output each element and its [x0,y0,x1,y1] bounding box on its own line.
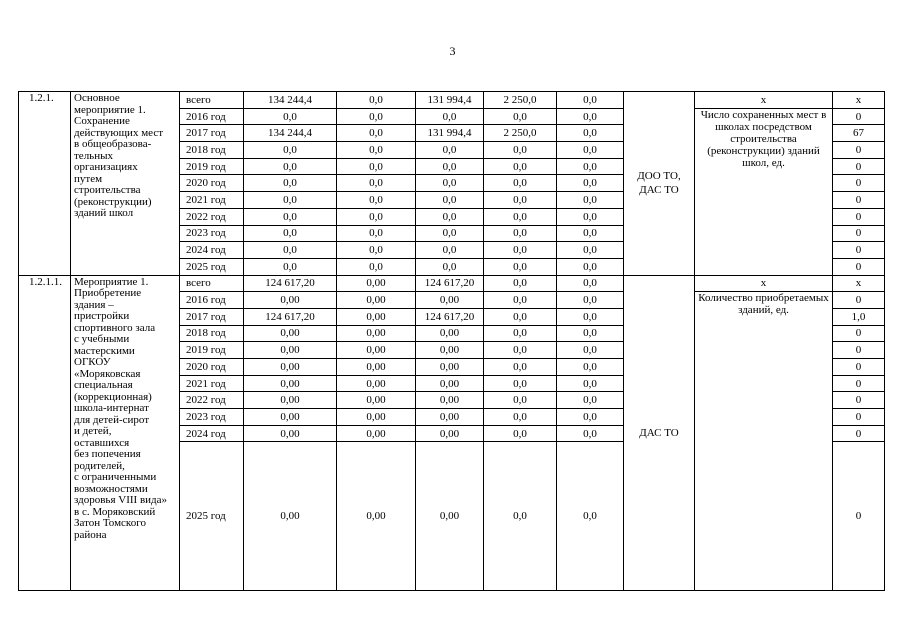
regional-amount: 0,00 [416,409,484,426]
local-amount: 2 250,0 [484,92,557,109]
total-amount: 0,00 [244,392,337,409]
indicator-value: 1,0 [833,308,885,325]
indicator-value: 0 [833,142,885,159]
regional-amount: 0,00 [416,359,484,376]
total-amount: 0,00 [244,425,337,442]
regional-amount: 0,00 [416,375,484,392]
indicator-value: 0 [833,192,885,209]
regional-amount: 0,0 [416,258,484,275]
indicator-name: Количество приобретаемых зданий, ед. [695,292,833,591]
indicator-value: 0 [833,359,885,376]
year-cell: всего [180,275,244,292]
year-cell: 2023 год [180,225,244,242]
federal-amount: 0,00 [337,292,416,309]
year-cell: 2024 год [180,242,244,259]
year-cell: 2021 год [180,375,244,392]
indicator-value: 0 [833,242,885,259]
total-amount: 124 617,20 [244,308,337,325]
year-cell: 2025 год [180,442,244,591]
year-cell: 2018 год [180,325,244,342]
other-amount: 0,0 [557,208,624,225]
regional-amount: 0,0 [416,175,484,192]
year-cell: 2024 год [180,425,244,442]
federal-amount: 0,0 [337,225,416,242]
federal-amount: 0,0 [337,258,416,275]
federal-amount: 0,00 [337,392,416,409]
page-number: 3 [449,44,456,58]
total-amount: 0,00 [244,292,337,309]
indicator-header: х [695,92,833,109]
local-amount: 0,0 [484,442,557,591]
other-amount: 0,0 [557,125,624,142]
local-amount: 0,0 [484,425,557,442]
total-amount: 0,0 [244,208,337,225]
federal-amount: 0,0 [337,125,416,142]
indicator-value: 0 [833,325,885,342]
federal-amount: 0,0 [337,175,416,192]
indicator-value: 0 [833,442,885,591]
other-amount: 0,0 [557,325,624,342]
indicator-value: 0 [833,342,885,359]
other-amount: 0,0 [557,308,624,325]
regional-amount: 0,00 [416,292,484,309]
other-amount: 0,0 [557,92,624,109]
year-cell: 2018 год [180,142,244,159]
total-amount: 0,0 [244,175,337,192]
indicator-value: 0 [833,158,885,175]
indicator-value: 67 [833,125,885,142]
local-amount: 0,0 [484,275,557,292]
total-amount: 124 617,20 [244,275,337,292]
other-amount: 0,0 [557,375,624,392]
local-amount: 0,0 [484,225,557,242]
total-amount: 0,00 [244,409,337,426]
local-amount: 0,0 [484,292,557,309]
local-amount: 2 250,0 [484,125,557,142]
regional-amount: 131 994,4 [416,92,484,109]
federal-amount: 0,0 [337,108,416,125]
other-amount: 0,0 [557,409,624,426]
federal-amount: 0,00 [337,442,416,591]
federal-amount: 0,00 [337,425,416,442]
total-amount: 134 244,4 [244,125,337,142]
year-cell: 2022 год [180,208,244,225]
year-cell: 2023 год [180,409,244,426]
federal-amount: 0,0 [337,142,416,159]
other-amount: 0,0 [557,442,624,591]
year-cell: 2017 год [180,125,244,142]
total-amount: 0,0 [244,108,337,125]
local-amount: 0,0 [484,208,557,225]
regional-amount: 0,0 [416,192,484,209]
activity-name: Основное мероприятие 1. Сохранение действующих мест в общеобразова- тельных организациях путем строительства (реконструкции) зданий школ [71,92,180,276]
other-amount: 0,0 [557,158,624,175]
regional-amount: 0,0 [416,158,484,175]
local-amount: 0,0 [484,192,557,209]
total-amount: 0,00 [244,359,337,376]
indicator-value: 0 [833,258,885,275]
indicator-value: х [833,275,885,292]
year-cell: 2021 год [180,192,244,209]
regional-amount: 0,0 [416,108,484,125]
year-cell: 2016 год [180,108,244,125]
regional-amount: 0,0 [416,142,484,159]
regional-amount: 124 617,20 [416,308,484,325]
local-amount: 0,0 [484,409,557,426]
table-row [19,275,885,292]
regional-amount: 124 617,20 [416,275,484,292]
regional-amount: 0,00 [416,442,484,591]
local-amount: 0,0 [484,108,557,125]
indicator-value: 0 [833,375,885,392]
year-cell: 2016 год [180,292,244,309]
local-amount: 0,0 [484,325,557,342]
federal-amount: 0,0 [337,242,416,259]
indicator-value: 0 [833,108,885,125]
other-amount: 0,0 [557,275,624,292]
total-amount: 0,00 [244,325,337,342]
federal-amount: 0,00 [337,275,416,292]
year-cell: 2019 год [180,342,244,359]
total-amount: 0,0 [244,242,337,259]
other-amount: 0,0 [557,342,624,359]
activity-code: 1.2.1. [19,92,71,276]
federal-amount: 0,00 [337,375,416,392]
regional-amount: 0,0 [416,242,484,259]
total-amount: 0,0 [244,142,337,159]
local-amount: 0,0 [484,375,557,392]
regional-amount: 0,00 [416,425,484,442]
other-amount: 0,0 [557,258,624,275]
regional-amount: 0,00 [416,325,484,342]
year-cell: 2020 год [180,175,244,192]
other-amount: 0,0 [557,192,624,209]
total-amount: 0,00 [244,375,337,392]
local-amount: 0,0 [484,342,557,359]
total-amount: 0,0 [244,258,337,275]
local-amount: 0,0 [484,258,557,275]
other-amount: 0,0 [557,359,624,376]
responsible-executor: ДОО ТО, ДАС ТО [624,92,695,276]
local-amount: 0,0 [484,142,557,159]
activity-name: Мероприятие 1. Приобретение здания – пристройки спортивного зала с учебными мастерскими ОГКОУ «Моряковская специальная (коррекционная) школа-интернат для детей-сирот и детей, оставшихся без попечения родителей, с ограниченными возможностями здоровья VIII вида» в с. Моряковский Затон Томского района [71,275,180,591]
regional-amount: 0,0 [416,225,484,242]
local-amount: 0,0 [484,242,557,259]
regional-amount: 0,00 [416,342,484,359]
indicator-value: 0 [833,175,885,192]
indicator-header: х [695,275,833,292]
local-amount: 0,0 [484,158,557,175]
federal-amount: 0,00 [337,359,416,376]
other-amount: 0,0 [557,108,624,125]
other-amount: 0,0 [557,175,624,192]
indicator-value: 0 [833,392,885,409]
federal-amount: 0,00 [337,308,416,325]
local-amount: 0,0 [484,359,557,376]
year-cell: 2017 год [180,308,244,325]
local-amount: 0,0 [484,308,557,325]
other-amount: 0,0 [557,392,624,409]
year-cell: 2020 год [180,359,244,376]
year-cell: 2019 год [180,158,244,175]
year-cell: всего [180,92,244,109]
local-amount: 0,0 [484,175,557,192]
federal-amount: 0,0 [337,158,416,175]
indicator-value: 0 [833,225,885,242]
federal-amount: 0,0 [337,208,416,225]
federal-amount: 0,0 [337,192,416,209]
indicator-value: 0 [833,425,885,442]
regional-amount: 131 994,4 [416,125,484,142]
indicator-value: 0 [833,409,885,426]
other-amount: 0,0 [557,242,624,259]
other-amount: 0,0 [557,425,624,442]
total-amount: 0,00 [244,342,337,359]
regional-amount: 0,0 [416,208,484,225]
activity-code: 1.2.1.1. [19,275,71,591]
indicator-value: 0 [833,292,885,309]
total-amount: 0,0 [244,225,337,242]
indicator-value: х [833,92,885,109]
federal-amount: 0,0 [337,92,416,109]
total-amount: 134 244,4 [244,92,337,109]
regional-amount: 0,00 [416,392,484,409]
total-amount: 0,00 [244,442,337,591]
year-cell: 2025 год [180,258,244,275]
federal-amount: 0,00 [337,409,416,426]
other-amount: 0,0 [557,142,624,159]
federal-amount: 0,00 [337,325,416,342]
year-cell: 2022 год [180,392,244,409]
program-activities-table [18,91,885,591]
indicator-value: 0 [833,208,885,225]
other-amount: 0,0 [557,225,624,242]
table-row [19,92,885,109]
responsible-executor: ДАС ТО [624,275,695,591]
total-amount: 0,0 [244,158,337,175]
local-amount: 0,0 [484,392,557,409]
total-amount: 0,0 [244,192,337,209]
indicator-name: Число сохраненных мест в школах посредством строительства (реконструкции) зданий школ, ед. [695,108,833,275]
federal-amount: 0,00 [337,342,416,359]
other-amount: 0,0 [557,292,624,309]
